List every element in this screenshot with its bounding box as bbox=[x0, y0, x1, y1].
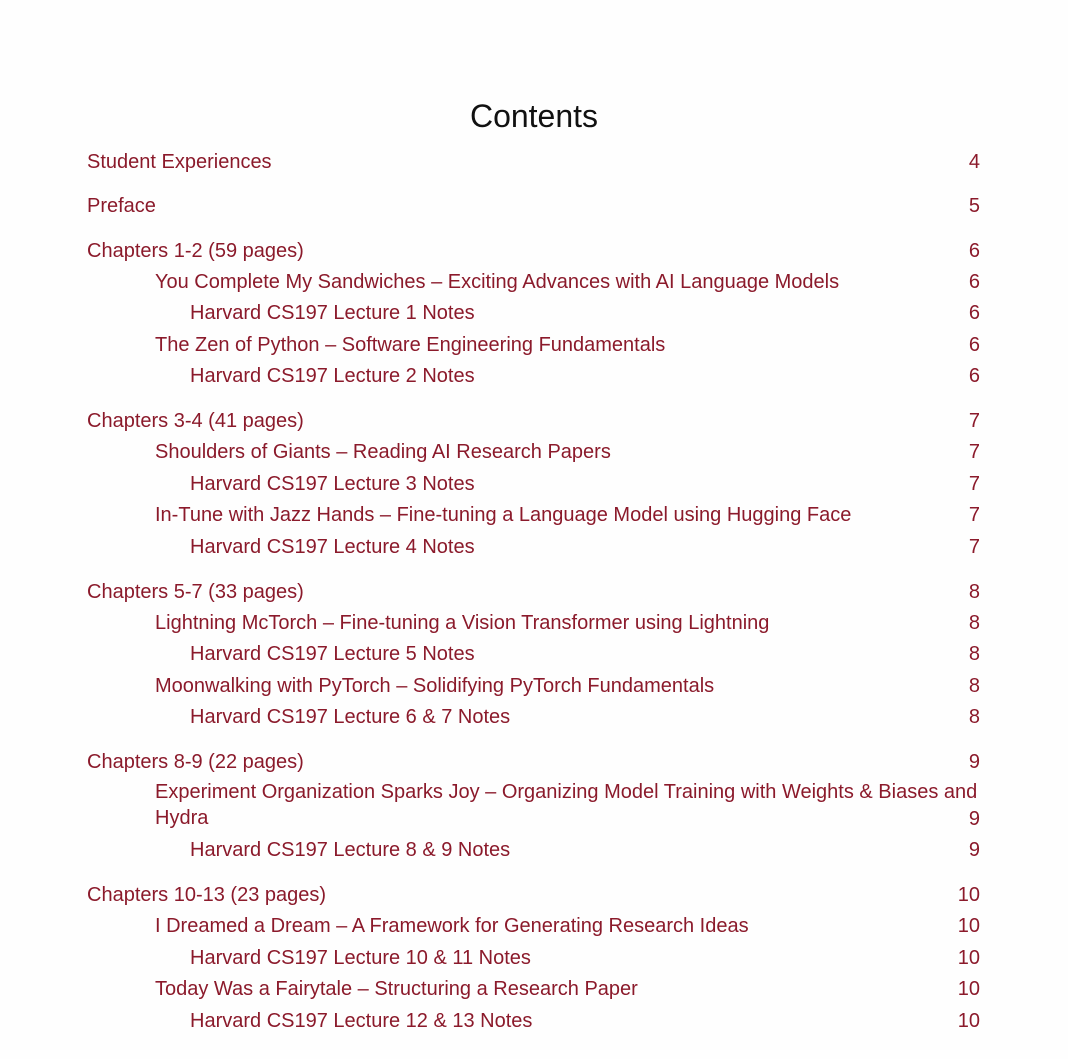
toc-entry-page: 7 bbox=[968, 473, 980, 495]
page-title: Contents bbox=[469, 98, 599, 134]
toc-entry-label: You Complete My Sandwiches – Exciting Advances with AI Language Models bbox=[155, 271, 840, 293]
toc-entry-label: In-Tune with Jazz Hands – Fine-tuning a Language Model using Hugging Face bbox=[155, 504, 852, 526]
toc-entry-label: Harvard CS197 Lecture 2 Notes bbox=[190, 365, 475, 387]
toc-entry-page: 7 bbox=[968, 441, 980, 463]
toc-entry-page: 8 bbox=[968, 706, 980, 728]
toc-entry-page: 8 bbox=[968, 675, 980, 697]
toc-entry-label: Preface bbox=[87, 195, 156, 217]
toc-entry-label: Harvard CS197 Lecture 5 Notes bbox=[190, 643, 475, 665]
toc-entry-label: Harvard CS197 Lecture 8 & 9 Notes bbox=[190, 839, 511, 861]
toc-entry-label: Harvard CS197 Lecture 3 Notes bbox=[190, 473, 475, 495]
toc-entry-chapter[interactable] bbox=[0, 501, 1068, 529]
toc-entry-chapters-3-4[interactable] bbox=[0, 407, 1068, 435]
toc-entry-chapters-10-13[interactable] bbox=[0, 881, 1068, 909]
toc-entry-lecture-notes[interactable] bbox=[0, 470, 1068, 498]
toc-entry-lecture-notes[interactable] bbox=[0, 362, 1068, 390]
toc-entry-lecture-notes[interactable] bbox=[0, 533, 1068, 561]
toc-entry-lecture-notes[interactable] bbox=[0, 640, 1068, 668]
toc-entry-label: Shoulders of Giants – Reading AI Research Papers bbox=[155, 441, 611, 463]
toc-entry-label: Harvard CS197 Lecture 12 & 13 Notes bbox=[190, 1010, 533, 1032]
toc-entry-label: Harvard CS197 Lecture 6 & 7 Notes bbox=[190, 706, 511, 728]
toc-entry-page: 10 bbox=[957, 884, 980, 906]
toc-entry-page: 9 bbox=[968, 751, 980, 773]
toc-entry-page: 6 bbox=[968, 365, 980, 387]
toc-entry-label: Chapters 10-13 (23 pages) bbox=[87, 884, 327, 906]
toc-entry-page: 6 bbox=[968, 334, 980, 356]
toc-entry-lecture-notes[interactable] bbox=[0, 299, 1068, 327]
toc-entry-chapter[interactable] bbox=[0, 975, 1068, 1003]
toc-entry-page: 7 bbox=[968, 410, 980, 432]
toc-entry-label: Harvard CS197 Lecture 10 & 11 Notes bbox=[190, 947, 531, 969]
toc-entry-chapter[interactable] bbox=[0, 779, 1068, 835]
toc-entry-page: 8 bbox=[968, 643, 980, 665]
toc-entry-chapter[interactable] bbox=[0, 609, 1068, 637]
toc-entry-label: Experiment Organization Sparks Joy – Organizing Model Training with Weights & Biases and Hydra bbox=[155, 781, 978, 829]
toc-entry-lecture-notes[interactable] bbox=[0, 1007, 1068, 1035]
toc-entry-label: Today Was a Fairytale – Structuring a Research Paper bbox=[155, 978, 638, 1000]
toc-entry-label: Chapters 8-9 (22 pages) bbox=[87, 751, 304, 773]
toc-entry-page: 9 bbox=[968, 808, 980, 830]
toc-entry-chapters-8-9[interactable] bbox=[0, 748, 1068, 776]
toc-entry-label: Chapters 5-7 (33 pages) bbox=[87, 581, 304, 603]
toc-entry-label: Moonwalking with PyTorch – Solidifying PyTorch Fundamentals bbox=[155, 675, 715, 697]
toc-entry-page: 9 bbox=[968, 839, 980, 861]
toc-entry-page: 4 bbox=[968, 151, 980, 173]
toc-entry-lecture-notes[interactable] bbox=[0, 703, 1068, 731]
toc-entry-label: I Dreamed a Dream – A Framework for Generating Research Ideas bbox=[155, 915, 749, 937]
toc-entry-chapters-5-7[interactable] bbox=[0, 578, 1068, 606]
toc-entry-page: 6 bbox=[968, 271, 980, 293]
toc-entry-page: 8 bbox=[968, 612, 980, 634]
toc-entry-label: The Zen of Python – Software Engineering Fundamentals bbox=[155, 334, 666, 356]
toc-entry-page: 10 bbox=[957, 978, 980, 1000]
toc-entry-chapter[interactable] bbox=[0, 438, 1068, 466]
toc-entry-page: 7 bbox=[968, 536, 980, 558]
toc-entry-page: 5 bbox=[968, 195, 980, 217]
toc-entry-label: Chapters 1-2 (59 pages) bbox=[87, 240, 304, 262]
toc-entry-chapter[interactable] bbox=[0, 268, 1068, 296]
toc-entry-chapter[interactable] bbox=[0, 672, 1068, 700]
toc-entry-page: 10 bbox=[957, 1010, 980, 1032]
toc-entry-label: Chapters 3-4 (41 pages) bbox=[87, 410, 304, 432]
toc-entry-preface[interactable] bbox=[0, 192, 1068, 220]
toc-entry-page: 10 bbox=[957, 915, 980, 937]
toc-entry-chapter[interactable] bbox=[0, 331, 1068, 359]
toc-entry-lecture-notes[interactable] bbox=[0, 944, 1068, 972]
toc-entry-label: Student Experiences bbox=[87, 151, 272, 173]
toc-entry-label: Harvard CS197 Lecture 1 Notes bbox=[190, 302, 475, 324]
toc-entry-page: 6 bbox=[968, 302, 980, 324]
toc-entry-page: 7 bbox=[968, 504, 980, 526]
toc-entry-page: 6 bbox=[968, 240, 980, 262]
toc-entry-label: Lightning McTorch – Fine-tuning a Vision Transformer using Lightning bbox=[155, 612, 770, 634]
toc-entry-lecture-notes[interactable] bbox=[0, 836, 1068, 864]
toc-entry-label: Harvard CS197 Lecture 4 Notes bbox=[190, 536, 475, 558]
toc-entry-chapter[interactable] bbox=[0, 912, 1068, 940]
toc-entry-page: 8 bbox=[968, 581, 980, 603]
toc-entry-student-experiences[interactable] bbox=[0, 148, 1068, 176]
toc-entry-chapters-1-2[interactable] bbox=[0, 237, 1068, 265]
toc-entry-page: 10 bbox=[957, 947, 980, 969]
